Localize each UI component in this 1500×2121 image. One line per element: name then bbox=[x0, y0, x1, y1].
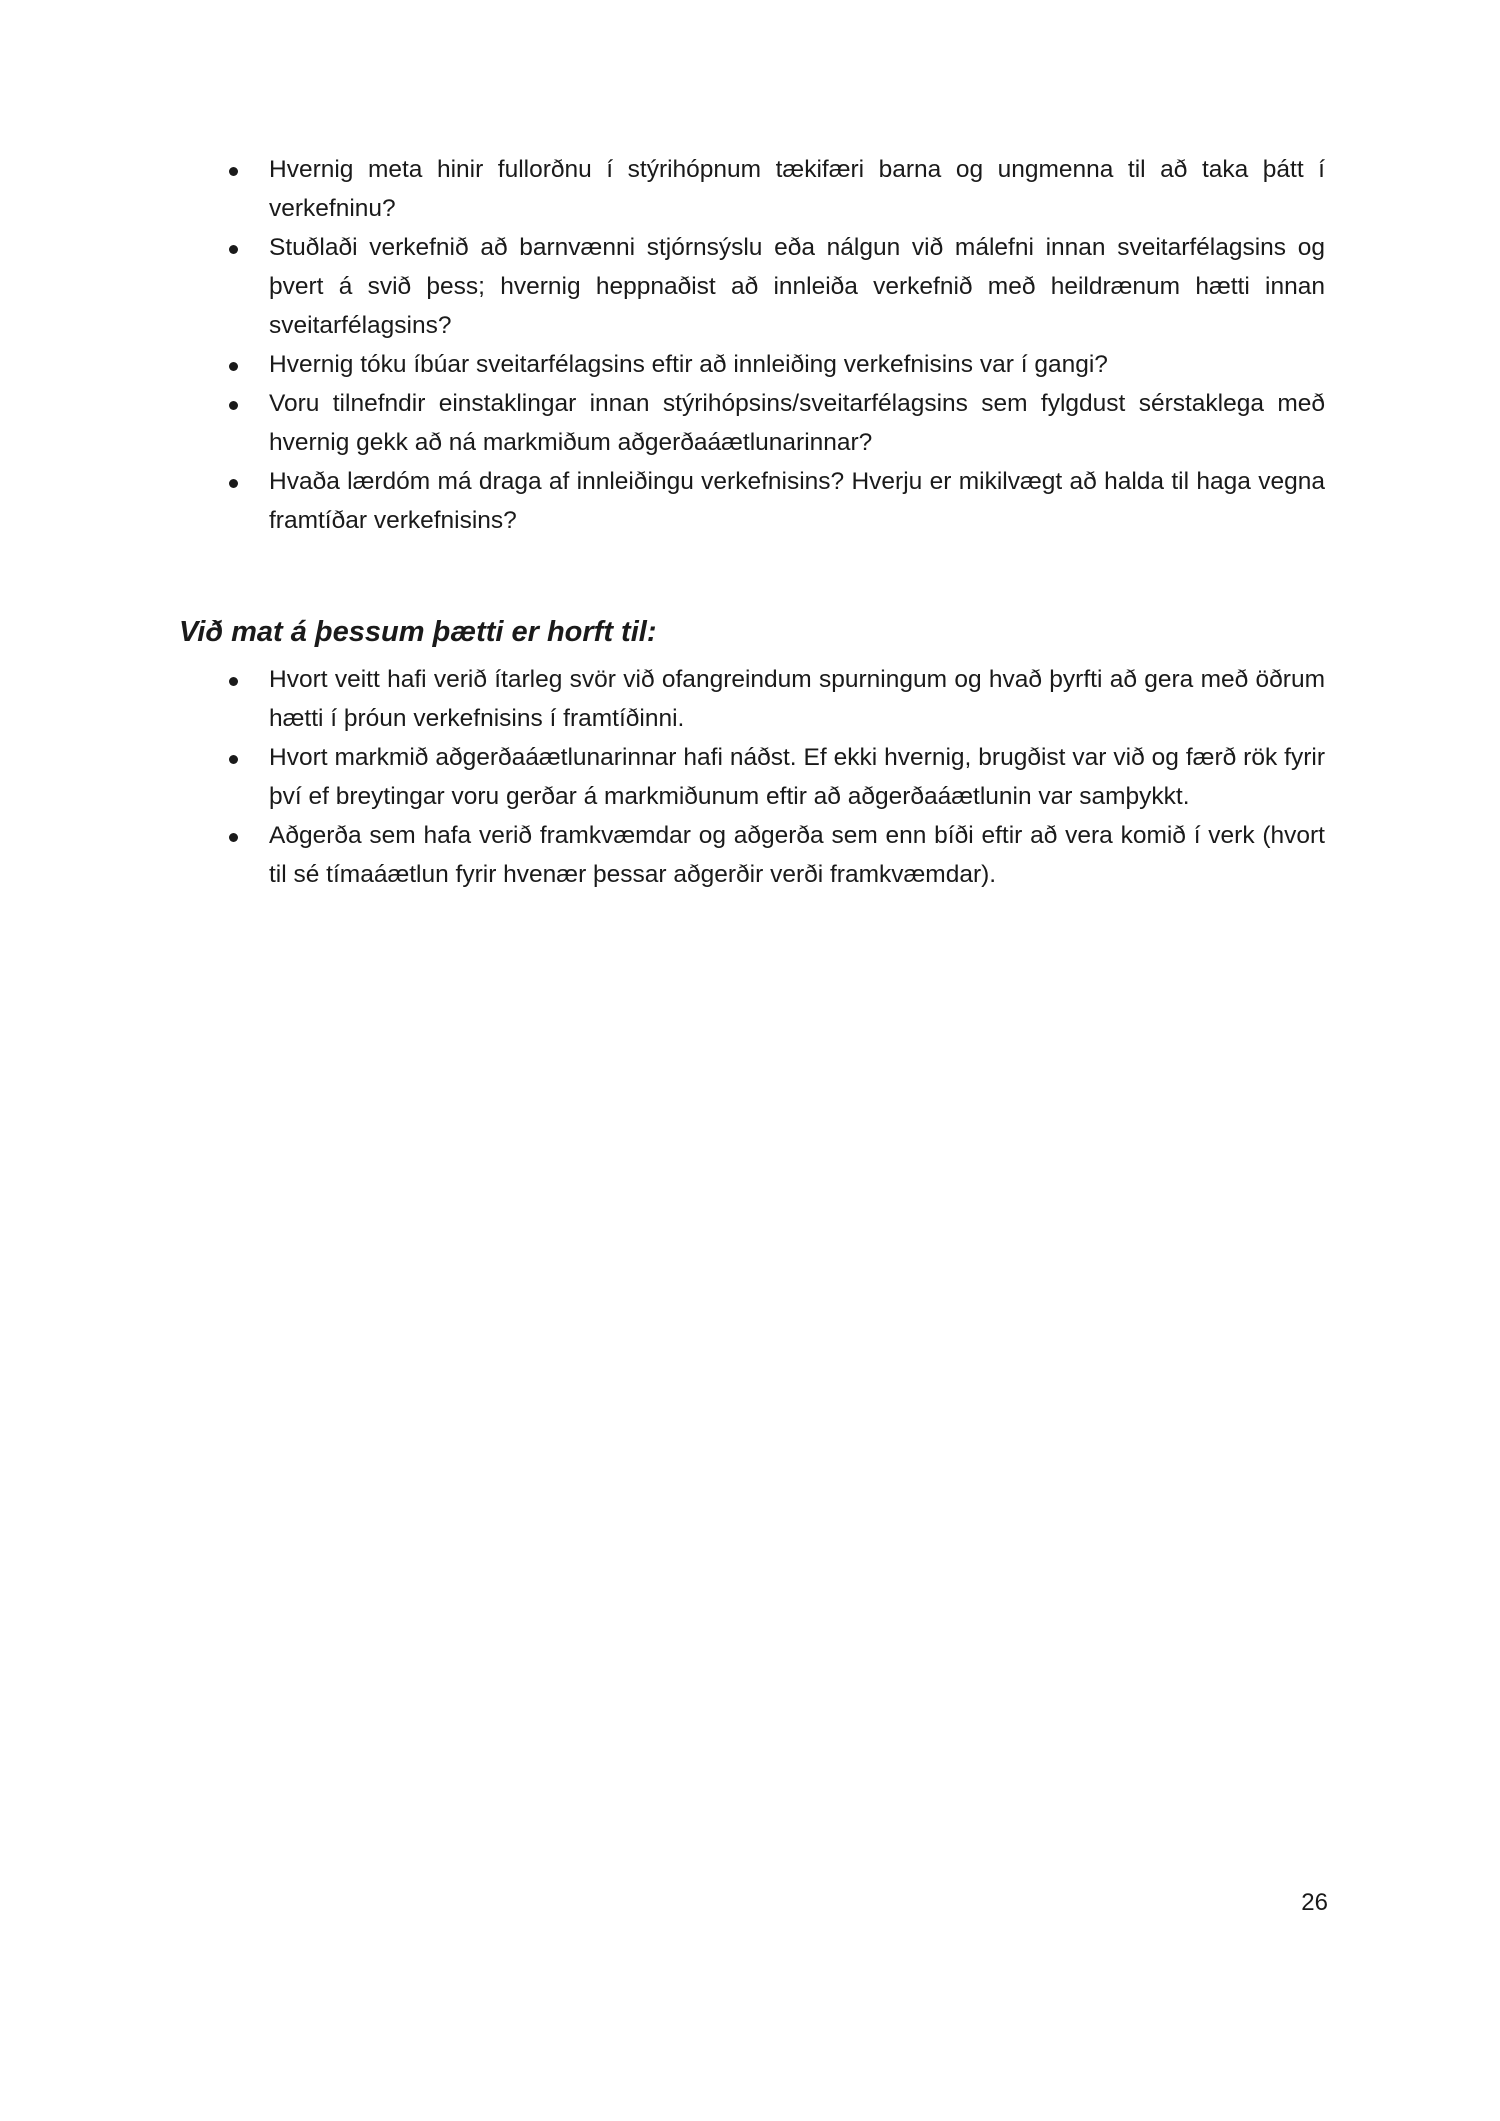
list-item-text: Hvaða lærdóm má draga af innleiðingu verkefnisins? Hverju er mikilvægt að halda til haga vegna framtíðar verkefnisins? bbox=[269, 468, 1325, 534]
list-item-text: Voru tilnefndir einstaklingar innan stýrihópsins/sveitarfélagsins sem fylgdust sérstaklega með hvernig gekk að ná markmiðum aðgerðaáætlunarinnar? bbox=[269, 390, 1325, 456]
bullet-icon bbox=[229, 362, 238, 371]
bullet-icon bbox=[229, 401, 238, 410]
list-item-text: Hvernig meta hinir fullorðnu í stýrihópnum tækifæri barna og ungmenna til að taka þátt í verkefninu? bbox=[269, 156, 1325, 222]
bullet-icon bbox=[229, 677, 238, 686]
bullet-icon bbox=[229, 755, 238, 764]
list-item bbox=[221, 345, 1325, 384]
questions-list bbox=[221, 150, 1325, 540]
list-item bbox=[221, 738, 1325, 816]
assessment-list bbox=[221, 660, 1325, 894]
list-item-text: Hvort veitt hafi verið ítarleg svör við ofangreindum spurningum og hvað þyrfti að gera með öðrum hætti í þróun verkefnisins í framtíðinni. bbox=[269, 666, 1325, 732]
list-item bbox=[221, 384, 1325, 462]
list-item bbox=[221, 816, 1325, 894]
bullet-icon bbox=[229, 167, 238, 176]
list-item bbox=[221, 228, 1325, 345]
bullet-icon bbox=[229, 245, 238, 254]
list-item bbox=[221, 660, 1325, 738]
list-item-text: Stuðlaði verkefnið að barnvænni stjórnsýslu eða nálgun við málefni innan sveitarfélagsins og þvert á svið þess; hvernig heppnaðist að innleiða verkefnið með heildrænum hætti innan sveitarfélagsins? bbox=[269, 234, 1325, 339]
bullet-icon bbox=[229, 833, 238, 842]
list-item-text: Hvernig tóku íbúar sveitarfélagsins eftir að innleiðing verkefnisins var í gangi? bbox=[269, 351, 1108, 378]
bullet-icon bbox=[229, 479, 238, 488]
list-item bbox=[221, 150, 1325, 228]
list-item-text: Aðgerða sem hafa verið framkvæmdar og aðgerða sem enn bíði eftir að vera komið í verk (hvort til sé tímaáætlun fyrir hvenær þessar aðgerðir verði framkvæmdar). bbox=[269, 822, 1325, 888]
page-number: 26 bbox=[1301, 1889, 1328, 1916]
page-content bbox=[179, 150, 1325, 894]
list-item bbox=[221, 462, 1325, 540]
assessment-heading: Við mat á þessum þætti er horft til: bbox=[179, 616, 657, 648]
list-item-text: Hvort markmið aðgerðaáætlunarinnar hafi náðst. Ef ekki hvernig, brugðist var við og færð rök fyrir því ef breytingar voru gerðar á markmiðunum eftir að aðgerðaáætlunin var samþykkt. bbox=[269, 744, 1325, 810]
